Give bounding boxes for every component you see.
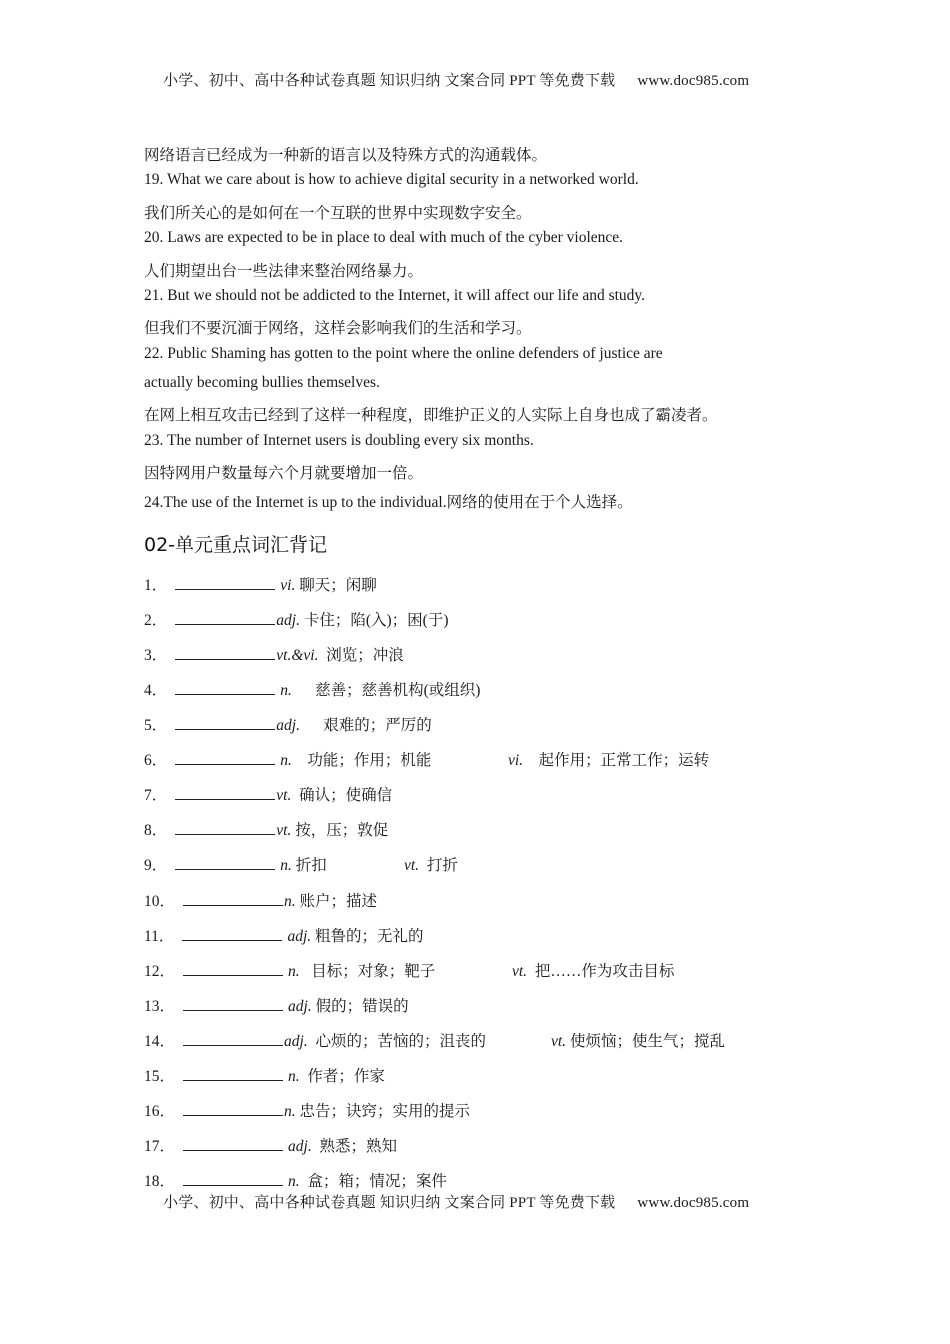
section-title: 02-单元重点词汇背记 xyxy=(144,534,328,556)
sentence-line: actually becoming bullies themselves. xyxy=(144,374,380,391)
part-of-speech: adj. xyxy=(288,998,312,1015)
header-text: 小学、初中、高中各种试卷真题 知识归纳 文案合同 PPT 等免费下载 xyxy=(163,73,616,89)
vocab-item xyxy=(144,994,409,1016)
page-footer xyxy=(163,1191,749,1212)
part-of-speech: adj. xyxy=(288,1138,312,1155)
item-number: 11． xyxy=(144,928,175,945)
answer-blank[interactable] xyxy=(175,574,275,590)
definition-2: 起作用；正常工作；运转 xyxy=(523,752,710,769)
part-of-speech-2: vt. xyxy=(512,963,528,980)
item-number: 14． xyxy=(144,1033,176,1050)
item-number: 6． xyxy=(144,752,168,769)
part-of-speech: n. xyxy=(284,893,296,910)
sentence-line: 因特网用户数量每六个月就要增加一倍。 xyxy=(144,465,424,482)
answer-blank[interactable] xyxy=(183,1030,283,1046)
vocab-item xyxy=(144,1134,397,1156)
definition: 假的；错误的 xyxy=(311,998,409,1015)
definition-2: 使烦恼；使生气；搅乱 xyxy=(566,1033,725,1050)
vocab-item xyxy=(144,1099,470,1121)
definition: 艰难的；严厉的 xyxy=(299,717,432,734)
part-of-speech: adj. xyxy=(276,717,300,734)
definition: 聊天；闲聊 xyxy=(295,577,377,594)
vocab-item xyxy=(144,713,432,735)
item-number: 17． xyxy=(144,1138,176,1155)
definition: 目标；对象；靶子 xyxy=(299,963,436,980)
vocab-item xyxy=(144,608,448,630)
item-number: 5． xyxy=(144,717,168,734)
part-of-speech-2: vi. xyxy=(508,752,524,769)
vocab-item xyxy=(144,573,377,595)
item-number: 3． xyxy=(144,647,168,664)
answer-blank[interactable] xyxy=(175,679,275,695)
part-of-speech-2: vt. xyxy=(404,857,420,874)
vocab-item xyxy=(144,924,424,946)
item-number: 13． xyxy=(144,998,176,1015)
definition: 盒；箱；情况；案件 xyxy=(299,1173,447,1190)
definition: 慈善；慈善机构(或组织) xyxy=(291,682,481,699)
answer-blank[interactable] xyxy=(183,1135,283,1151)
vocab-item xyxy=(144,678,480,700)
answer-blank[interactable] xyxy=(183,1170,283,1186)
item-number: 2． xyxy=(144,612,168,629)
definition: 作者；作家 xyxy=(299,1068,385,1085)
part-of-speech: n. xyxy=(284,1103,296,1120)
definition: 功能；作用；机能 xyxy=(291,752,432,769)
answer-blank[interactable] xyxy=(183,1100,283,1116)
part-of-speech: vt.&vi. xyxy=(276,647,319,664)
definition: 浏览；冲浪 xyxy=(318,647,404,664)
answer-blank[interactable] xyxy=(183,995,283,1011)
part-of-speech: adj. xyxy=(287,928,312,945)
header-url: www.doc985.com xyxy=(637,73,750,89)
vocab-item xyxy=(144,889,377,911)
item-number: 7． xyxy=(144,787,168,804)
definition: 忠告；诀窍；实用的提示 xyxy=(295,1103,471,1120)
item-number: 1． xyxy=(144,577,168,594)
definition: 折扣 xyxy=(291,857,327,874)
definition: 心烦的；苦恼的；沮丧的 xyxy=(307,1033,486,1050)
sentence-line: 21. But we should not be addicted to the Internet, it will affect our life and study. xyxy=(144,287,646,304)
vocab-item xyxy=(144,1029,794,1051)
sentence-line: 20. Laws are expected to be in place to deal with much of the cyber violence. xyxy=(144,229,624,246)
item-number: 18． xyxy=(144,1173,176,1190)
answer-blank[interactable] xyxy=(175,819,275,835)
definition-2: 打折 xyxy=(419,857,458,874)
answer-blank[interactable] xyxy=(175,644,275,660)
answer-blank[interactable] xyxy=(175,609,275,625)
definition: 粗鲁的；无礼的 xyxy=(311,928,424,945)
vocab-item xyxy=(144,1169,447,1191)
sentence-line: 网络语言已经成为一种新的语言以及特殊方式的沟通载体。 xyxy=(144,147,548,164)
part-of-speech: n. xyxy=(288,1173,300,1190)
vocab-item xyxy=(144,643,404,665)
sentence-line: 在网上相互攻击已经到了这样一种程度，即维护正义的人实际上自身也成了霸凌者。 xyxy=(144,407,718,424)
part-of-speech: n. xyxy=(288,1068,300,1085)
item-number: 9． xyxy=(144,857,168,874)
sentence-line: 23. The number of Internet users is doubling every six months. xyxy=(144,432,534,449)
part-of-speech: n. xyxy=(280,682,292,699)
item-number: 10． xyxy=(144,893,176,910)
definition-2: 把……作为攻击目标 xyxy=(527,963,675,980)
answer-blank[interactable] xyxy=(175,749,275,765)
vocab-item xyxy=(144,853,644,875)
definition: 卡住；陷(入)；困(于) xyxy=(299,612,449,629)
part-of-speech: n. xyxy=(280,752,292,769)
definition: 按，压；敦促 xyxy=(291,822,389,839)
answer-blank[interactable] xyxy=(182,925,282,941)
item-number: 16． xyxy=(144,1103,176,1120)
answer-blank[interactable] xyxy=(175,854,275,870)
item-number: 12． xyxy=(144,963,176,980)
item-number: 15． xyxy=(144,1068,176,1085)
part-of-speech: vt. xyxy=(276,787,292,804)
sentence-line: 但我们不要沉湎于网络，这样会影响我们的生活和学习。 xyxy=(144,320,532,337)
answer-blank[interactable] xyxy=(183,960,283,976)
part-of-speech-2: vt. xyxy=(551,1033,567,1050)
footer-text: 小学、初中、高中各种试卷真题 知识归纳 文案合同 PPT 等免费下载 xyxy=(163,1195,616,1211)
answer-blank[interactable] xyxy=(183,890,283,906)
sentence-line: 19. What we care about is how to achieve digital security in a networked world. xyxy=(144,171,639,188)
page-header xyxy=(163,69,749,90)
vocab-item xyxy=(144,959,744,981)
item-number: 8． xyxy=(144,822,168,839)
part-of-speech: vt. xyxy=(276,822,292,839)
part-of-speech: n. xyxy=(288,963,300,980)
answer-blank[interactable] xyxy=(175,784,275,800)
item-number: 4． xyxy=(144,682,168,699)
footer-url: www.doc985.com xyxy=(637,1195,750,1211)
definition: 账户；描述 xyxy=(295,893,378,910)
part-of-speech: adj. xyxy=(284,1033,308,1050)
part-of-speech: adj. xyxy=(276,612,300,629)
vocab-item xyxy=(144,818,388,840)
vocab-item xyxy=(144,1064,385,1086)
answer-blank[interactable] xyxy=(183,1065,283,1081)
sentence-line: 人们期望出台一些法律来整治网络暴力。 xyxy=(144,263,424,280)
sentence-line: 我们所关心的是如何在一个互联的世界中实现数字安全。 xyxy=(144,205,532,222)
definition: 熟悉；熟知 xyxy=(311,1138,397,1155)
answer-blank[interactable] xyxy=(175,714,275,730)
sentence-line: 22. Public Shaming has gotten to the point where the online defenders of justice are xyxy=(144,345,663,362)
vocab-item xyxy=(144,783,392,805)
part-of-speech: vi. xyxy=(280,577,296,594)
part-of-speech: n. xyxy=(280,857,292,874)
sentence-line: 24.The use of the Internet is up to the individual.网络的使用在于个人选择。 xyxy=(144,494,633,511)
vocab-item xyxy=(144,748,794,770)
definition: 确认；使确信 xyxy=(291,787,393,804)
